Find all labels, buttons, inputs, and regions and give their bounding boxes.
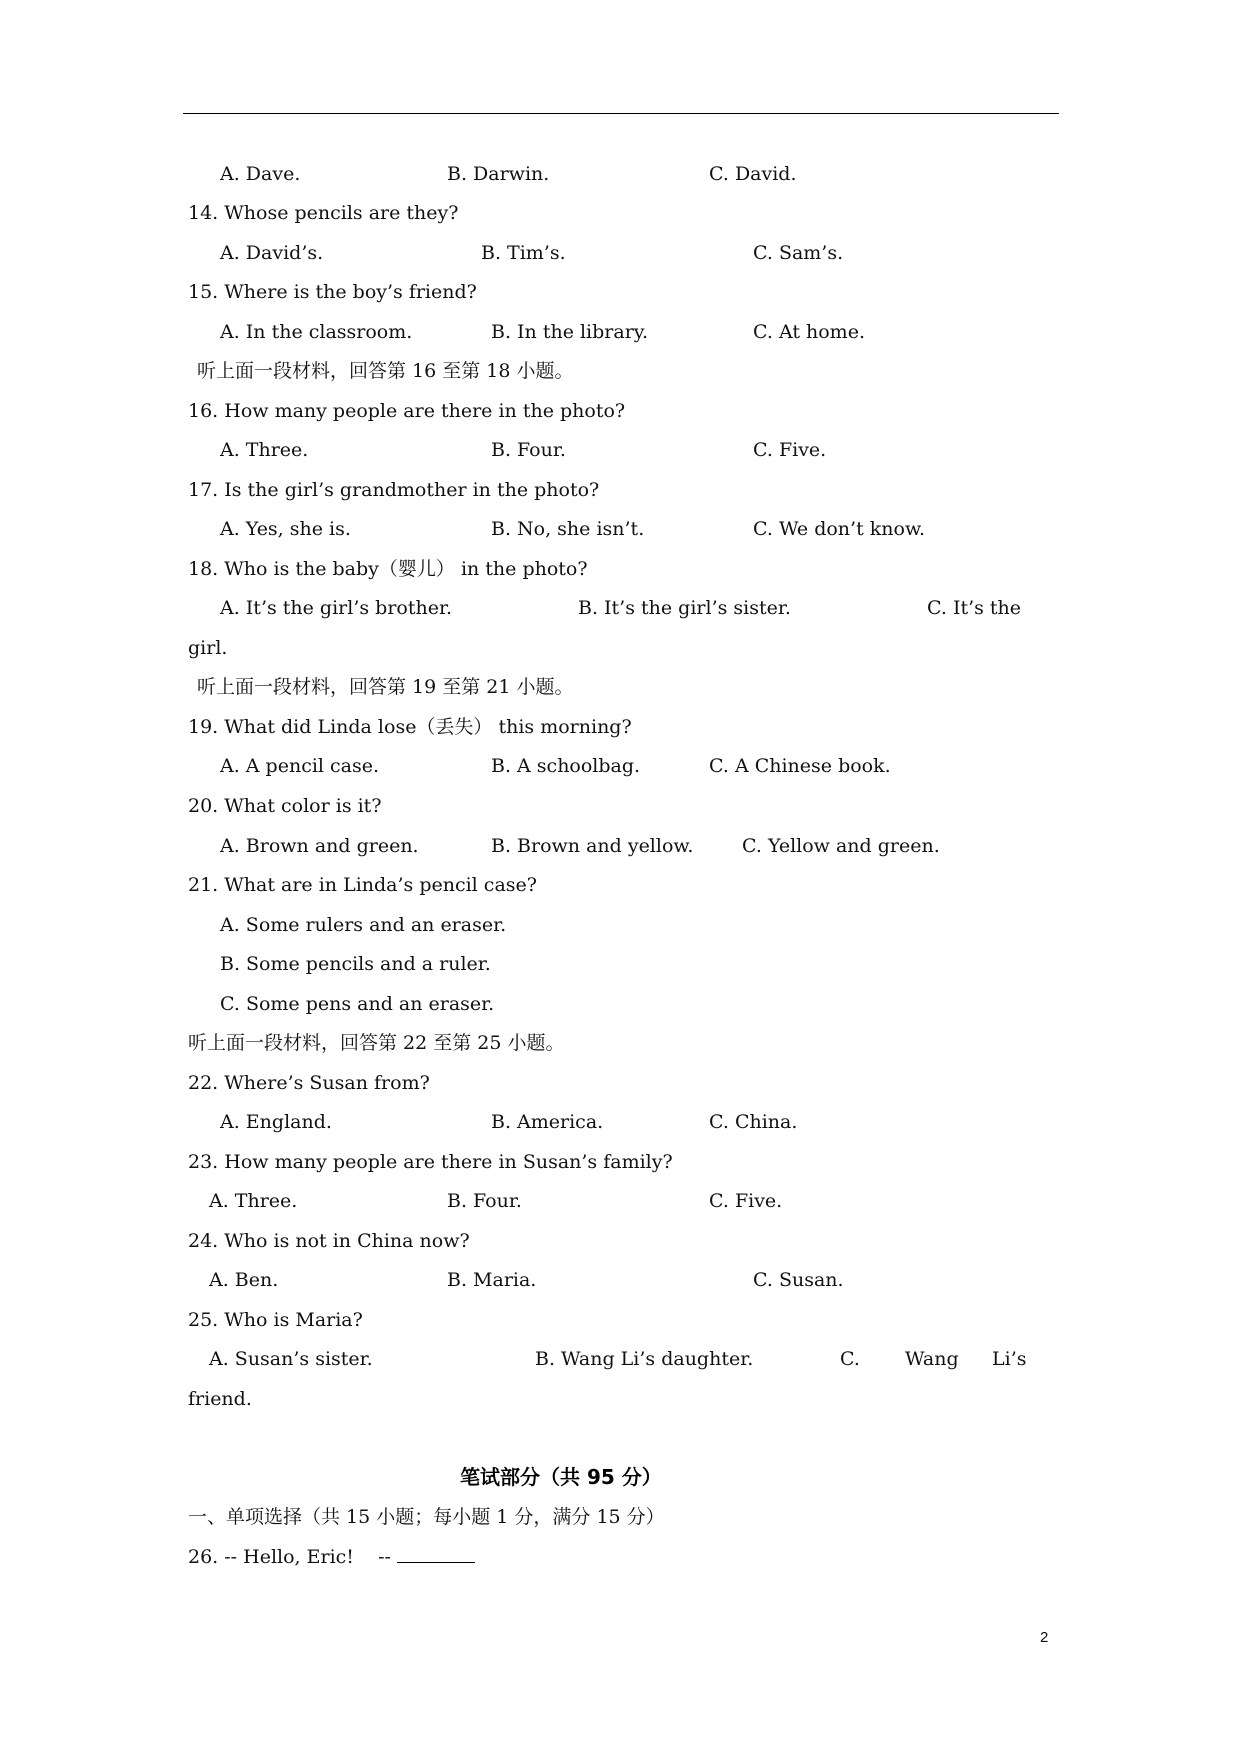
- q20-option-a: A. Brown and green.: [220, 835, 419, 857]
- q15-question: 15. Where is the boy’s friend?: [188, 281, 477, 303]
- q21-option-c: C. Some pens and an eraser.: [220, 993, 495, 1015]
- q13-option-a: A. Dave.: [220, 163, 301, 185]
- q15-option-a: A. In the classroom.: [220, 321, 413, 343]
- q19-option-c: C. A Chinese book.: [709, 755, 891, 777]
- q20-option-b: B. Brown and yellow.: [491, 835, 694, 857]
- q17-question: 17. Is the girl’s grandmother in the photo?: [188, 479, 600, 501]
- q16-option-a: A. Three.: [220, 439, 309, 461]
- q15-option-c: C. At home.: [753, 321, 865, 343]
- q14-option-b: B. Tim’s.: [481, 242, 566, 264]
- q18-option-c-continued: girl.: [188, 637, 228, 659]
- q19-option-a: A. A pencil case.: [220, 755, 380, 777]
- q23-question: 23. How many people are there in Susan’s family?: [188, 1151, 673, 1173]
- page-number: 2: [1040, 1629, 1049, 1646]
- q23-option-b: B. Four.: [447, 1190, 522, 1212]
- listening-instruction-16-18: 听上面一段材料，回答第 16 至第 18 小题。: [197, 360, 574, 382]
- q18-option-b: B. It’s the girl’s sister.: [578, 597, 791, 619]
- written-section-heading: 笔试部分（共 95 分）: [460, 1465, 662, 1489]
- q26-answer-blank[interactable]: [397, 1544, 475, 1563]
- q17-option-c: C. We don’t know.: [753, 518, 925, 540]
- q25-option-c-continued: friend.: [188, 1388, 252, 1410]
- q14-option-c: C. Sam’s.: [753, 242, 844, 264]
- q18-question: 18. Who is the baby（婴儿） in the photo?: [188, 558, 588, 580]
- q25-option-c-word2: Li’s: [992, 1348, 1027, 1370]
- q14-question: 14. Whose pencils are they?: [188, 202, 459, 224]
- q21-option-b: B. Some pencils and a ruler.: [220, 953, 491, 975]
- header-rule: [183, 113, 1059, 114]
- q17-option-a: A. Yes, she is.: [220, 518, 351, 540]
- q21-option-a: A. Some rulers and an eraser.: [220, 914, 507, 936]
- q26-question: [188, 1544, 475, 1569]
- q13-option-b: B. Darwin.: [447, 163, 550, 185]
- q25-question: 25. Who is Maria?: [188, 1309, 363, 1331]
- q16-question: 16. How many people are there in the photo?: [188, 400, 626, 422]
- q25-option-b: B. Wang Li’s daughter.: [535, 1348, 754, 1370]
- q24-option-b: B. Maria.: [447, 1269, 537, 1291]
- q20-question: 20. What color is it?: [188, 795, 382, 817]
- q22-option-c: C. China.: [709, 1111, 798, 1133]
- q19-option-b: B. A schoolbag.: [491, 755, 641, 777]
- q24-option-a: A. Ben.: [209, 1269, 279, 1291]
- q20-option-c: C. Yellow and green.: [742, 835, 940, 857]
- single-choice-instruction: 一、单项选择（共 15 小题；每小题 1 分，满分 15 分）: [188, 1506, 665, 1528]
- q13-option-c: C. David.: [709, 163, 797, 185]
- q18-option-c: C. It’s the: [927, 597, 1022, 619]
- listening-instruction-22-25: 听上面一段材料，回答第 22 至第 25 小题。: [188, 1032, 565, 1054]
- q22-option-a: A. England.: [220, 1111, 332, 1133]
- q25-option-c-letter: C.: [840, 1348, 860, 1370]
- q24-question: 24. Who is not in China now?: [188, 1230, 470, 1252]
- q21-question: 21. What are in Linda’s pencil case?: [188, 874, 537, 896]
- q25-option-a: A. Susan’s sister.: [209, 1348, 373, 1370]
- q22-question: 22. Where’s Susan from?: [188, 1072, 430, 1094]
- q18-option-a: A. It’s the girl’s brother.: [220, 597, 452, 619]
- q19-question: 19. What did Linda lose（丢失） this morning?: [188, 716, 632, 738]
- q22-option-b: B. America.: [491, 1111, 604, 1133]
- q16-option-c: C. Five.: [753, 439, 827, 461]
- q23-option-a: A. Three.: [209, 1190, 298, 1212]
- q24-option-c: C. Susan.: [753, 1269, 844, 1291]
- q15-option-b: B. In the library.: [491, 321, 649, 343]
- listening-instruction-19-21: 听上面一段材料，回答第 19 至第 21 小题。: [197, 676, 574, 698]
- q23-option-c: C. Five.: [709, 1190, 783, 1212]
- q26-text: 26. -- Hello, Eric! --: [188, 1546, 391, 1568]
- q17-option-b: B. No, she isn’t.: [491, 518, 645, 540]
- q25-option-c-word1: Wang: [905, 1348, 959, 1370]
- q14-option-a: A. David’s.: [220, 242, 324, 264]
- q16-option-b: B. Four.: [491, 439, 566, 461]
